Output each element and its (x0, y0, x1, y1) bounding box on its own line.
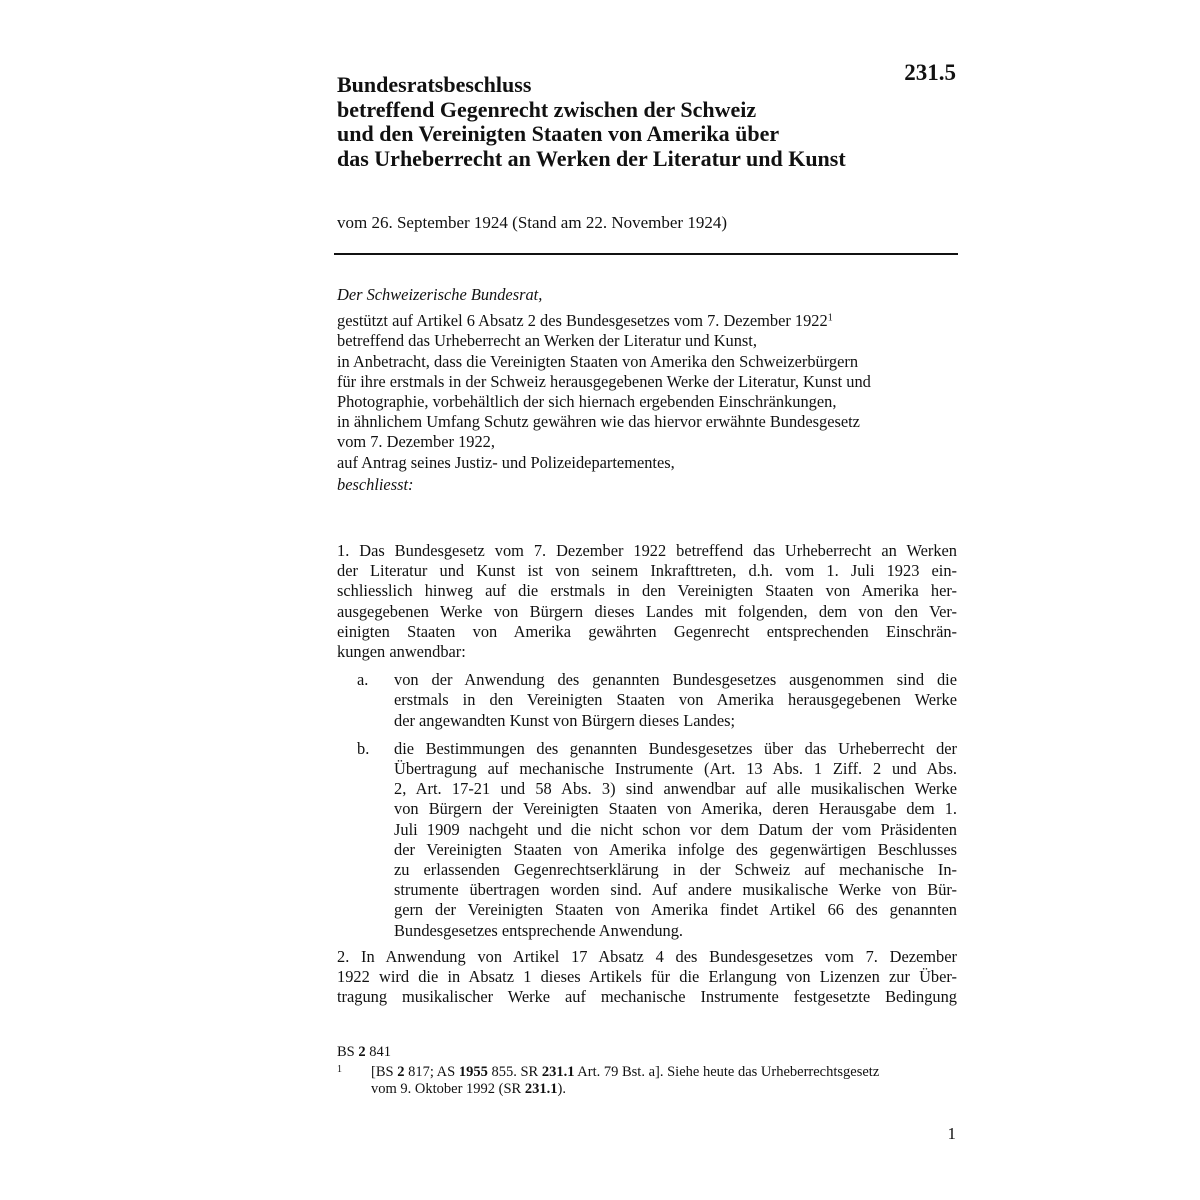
title-line: betreffend Gegenrecht zwischen der Schweiz (337, 96, 757, 122)
text-line: die Bestimmungen des genannten Bundesgesetzes über das Urheberrecht der (394, 738, 957, 758)
document-title (337, 73, 957, 171)
text-line: zu erlassenden Gegenrechtserklärung in der Schweiz auf mechanische In- (394, 860, 957, 880)
text-line: der Literatur und Kunst ist von seinem Inkrafttreten, d.h. vom 1. Juli 1923 ein- (337, 561, 957, 581)
text-line: ausgegebenen Werke von Bürgern dieses Landes mit folgenden, dem von den Ver- (337, 601, 957, 621)
preamble-line: vom 7. Dezember 1922, (337, 432, 495, 452)
text-line: 2. In Anwendung von Artikel 17 Absatz 4 des Bundesgesetzes vom 7. Dezember (337, 946, 957, 966)
text-line: gern der Vereinigten Staaten von Amerika findet Artikel 66 des genannten (394, 900, 957, 920)
footnote-mark: 1 (337, 1064, 342, 1075)
text-line: 2, Art. 17-21 und 58 Abs. 3) sind anwendbar auf alle musikalischen Werke (394, 779, 957, 799)
paragraph-1 (337, 541, 957, 662)
text-line: kungen anwendbar: (337, 642, 466, 662)
paragraph-2 (337, 947, 957, 1008)
text-line: von Bürgern der Vereinigten Staaten von Amerika, deren Herausgabe dem 1. (394, 799, 957, 819)
footnote-ref[interactable]: 1 (827, 312, 833, 324)
text-line: schliesslich hinweg auf die erstmals in den Vereinigten Staaten von Amerika her- (337, 581, 957, 601)
date-line: vom 26. September 1924 (Stand am 22. November 1924) (337, 213, 727, 232)
sr-number: 231.5 (904, 60, 956, 85)
preamble-line: betreffend das Urheberrecht an Werken der Literatur und Kunst, (337, 331, 757, 351)
footer (337, 1044, 957, 1098)
list-item-b (337, 739, 957, 941)
preamble-intro: Der Schweizerische Bundesrat, (337, 285, 543, 304)
source-reference: BS 2 841 (337, 1044, 391, 1060)
list-label: a. (357, 670, 369, 690)
title-line: und den Vereinigten Staaten von Amerika über (337, 121, 780, 146)
preamble-line: gestützt auf Artikel 6 Absatz 2 des Bundesgesetzes vom 7. Dezember 1922$^1$ (337, 311, 833, 331)
page-number: 1 (947, 1124, 956, 1143)
text-line: einigten Staaten von Amerika gewährten Gegenrecht entsprechenden Einschrän- (337, 621, 957, 641)
title-line: Bundesratsbeschluss (337, 72, 532, 97)
text-line: Übertragung auf mechanische Instrumente (Art. 13 Abs. 1 Ziff. 2 und Abs. (394, 759, 957, 779)
preamble (337, 285, 957, 495)
preamble-line: in Anbetracht, dass die Vereinigten Staaten von Amerika den Schweizerbürgern (337, 351, 859, 371)
text-line: der Vereinigten Staaten von Amerika infolge des gegenwärtigen Beschlusses (394, 839, 957, 859)
list-label: b. (357, 738, 370, 758)
text-line: tragung musikalischer Werke auf mechanische Instrumente festgesetzte Bedingung (337, 987, 957, 1007)
footnote-1 (337, 1064, 957, 1098)
preamble-decision: beschliesst: (337, 474, 414, 494)
text-line: der angewandten Kunst von Bürgern dieses Landes; (394, 710, 736, 730)
footnote-line: [BS 2 817; AS 1955 855. SR 231.1 Art. 79 Bst. a]. Siehe heute das Urheberrechtsgesetz (371, 1064, 880, 1080)
preamble-line: auf Antrag seines Justiz- und Polizeidepartementes, (337, 452, 675, 472)
title-divider (334, 253, 958, 255)
text-line: 1922 wird die in Absatz 1 dieses Artikels für die Erlangung von Lizenzen zur Über- (337, 967, 957, 987)
text-line: von der Anwendung des genannten Bundesgesetzes ausgenommen sind die (394, 670, 957, 690)
preamble-line: in ähnlichem Umfang Schutz gewähren wie das hiervor erwähnte Bundesgesetz (337, 412, 860, 432)
text-line: Juli 1909 nachgeht und die nicht schon vor dem Datum der vom Präsidenten (394, 819, 957, 839)
preamble-line: für ihre erstmals in der Schweiz herausgegebenen Werke der Literatur, Kunst und (337, 371, 871, 391)
text-line: strumente übertragen worden sind. Auf andere musikalische Werke von Bür- (394, 880, 957, 900)
document-body (337, 541, 957, 1007)
title-line: das Urheberrecht an Werken der Literatur und Kunst (337, 145, 846, 171)
preamble-line: Photographie, vorbehältlich der sich hiernach ergebenden Einschränkungen, (337, 392, 837, 412)
text-line: erstmals in den Vereinigten Staaten von Amerika herausgegebenen Werke (394, 690, 957, 710)
list-item-a (337, 670, 957, 731)
footnote-line: vom 9. Oktober 1992 (SR 231.1). (371, 1081, 566, 1097)
text-line: 1. Das Bundesgesetz vom 7. Dezember 1922 betreffend das Urheberrecht an Werken (337, 541, 957, 560)
text-line: Bundesgesetzes entsprechende Anwendung. (394, 920, 684, 940)
